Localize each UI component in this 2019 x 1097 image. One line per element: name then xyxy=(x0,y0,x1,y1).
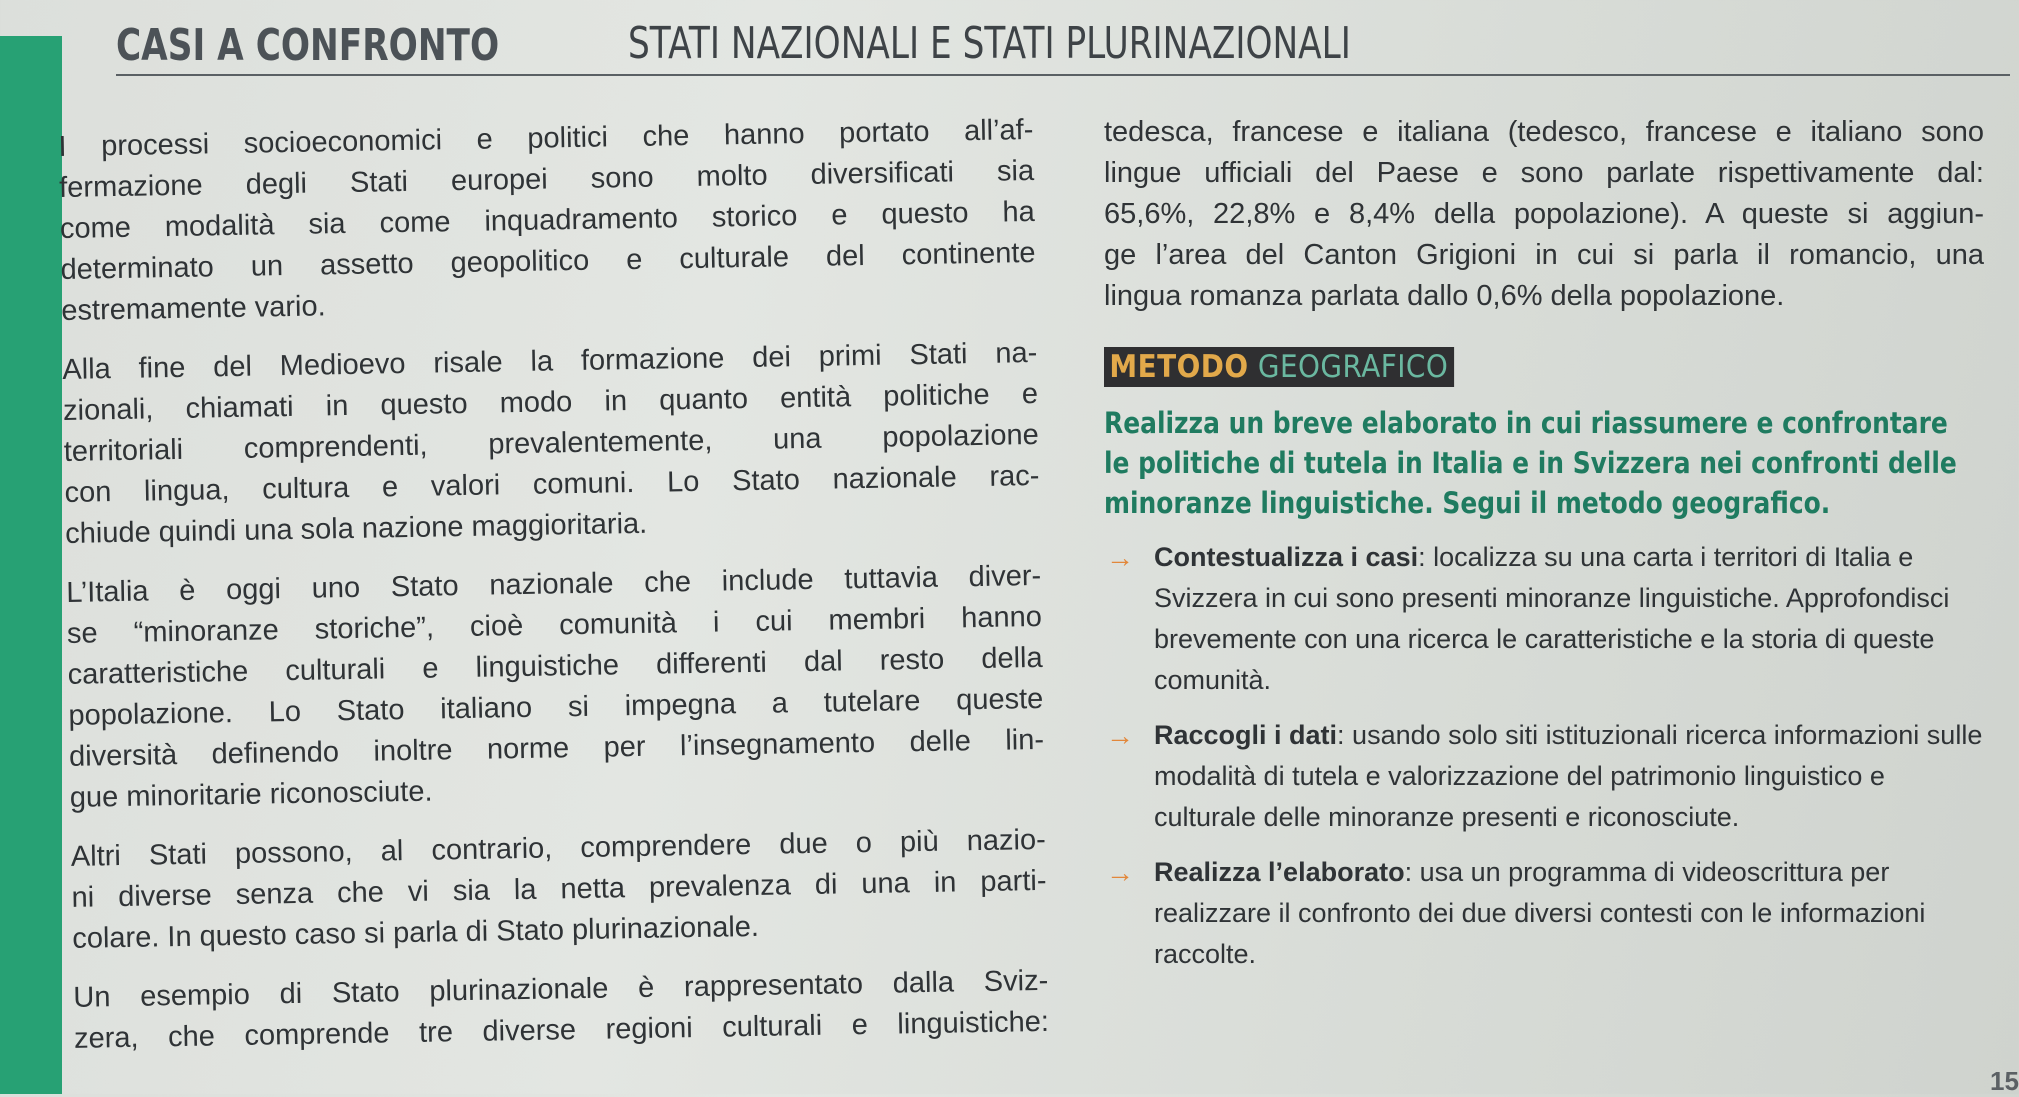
step-text: : usa un programma di videoscrittura per realizzare il confronto dei due diversi contesti con le informazioni raccolte. xyxy=(1154,857,1926,969)
step-text: : usando solo siti istituzionali ricerca informazioni sulle modalità di tutela e valorizzazione del patrimonio linguistico e culturale delle minoranze presenti e riconosciute. xyxy=(1154,720,1983,832)
green-side-bar xyxy=(0,36,62,1094)
method-task: Realizza un breve elaborato in cui riassumere e confrontare le politiche di tutela in Italia e in Svizzera nei confronti delle minoranze linguistiche. Segui il metodo geografico. xyxy=(1104,406,1957,520)
page-title: STATI NAZIONALI E STATI PLURINAZIONALI xyxy=(628,18,1351,69)
method-badge xyxy=(1104,347,1454,387)
paragraph-svizzera: Un esempio di Stato plurinazionale è rappresentato dalla Sviz- zera, che comprende tre diverse regioni culturali e linguistiche: xyxy=(73,964,1050,1055)
paragraph-intro: I processi socioeconomici e politici che hanno portato all’af- fermazione degli Stati europei sono molto diversificati sia come modalità sia come inquadramento storico e questo ha determinato un assetto geopolitico e culturale del continente estremamente vario. xyxy=(58,113,1036,327)
method-badge-label: METODO xyxy=(1109,349,1249,385)
section-label: CASI A CONFRONTO xyxy=(116,20,500,71)
left-column xyxy=(58,110,1049,1078)
header-divider xyxy=(116,74,2010,76)
paragraph-italia: L’Italia è oggi uno Stato nazionale che include tuttavia diver- se “minoranze storiche”, cioè comunità i cui membri hanno caratteristiche culturali e linguistiche differenti dal resto della popolazione. Lo Stato italiano si impegna a tutelare queste diversità definendo inoltre norme per l’insegnamento delle lin- gue minoritarie riconosciute. xyxy=(66,559,1045,814)
method-badge-label-2: GEOGRAFICO xyxy=(1257,349,1449,385)
page-number: 15 xyxy=(1990,1066,2019,1096)
step-raccogli xyxy=(1104,715,1984,838)
method-steps xyxy=(1104,537,1984,975)
paragraph-svizzera-continued: tedesca, francese e italiana (tedesco, francese e italiano sono lingue ufficiali del Paese e sono parlate rispettivamente dal: 65,6%, 22,8% e 8,4% della popolazione). A queste si aggiun- ge l’area del Canton Grigioni in cui si parla il romancio, una lingua romanza parlata dallo 0,6% della popolazione. xyxy=(1104,116,1984,312)
paragraph-stati-nazionali: Alla fine del Medioevo risale la formazione dei primi Stati na- zionali, chiamati in questo modo in quanto entità politiche e territoriali comprendenti, prevalentemente, una popolazione con lingua, cultura e valori comuni. Lo Stato nazionale rac- chiude quindi una sola nazione maggioritaria. xyxy=(62,336,1040,550)
arrow-right-icon: → xyxy=(1106,720,1134,751)
arrow-right-icon: → xyxy=(1106,542,1134,573)
step-title: Raccogli i dati xyxy=(1154,720,1338,750)
step-title: Realizza l’elaborato xyxy=(1154,857,1405,887)
step-contestualizza xyxy=(1104,537,1984,701)
step-text: : localizza su una carta i territori di Italia e Svizzera in cui sono presenti minoranze linguistiche. Approfondisci brevemente con una ricerca le caratteristiche e la storia di queste comunità. xyxy=(1154,542,1950,695)
step-title: Contestualizza i casi xyxy=(1154,542,1419,572)
arrow-right-icon: → xyxy=(1106,857,1134,888)
right-column xyxy=(1104,112,1984,989)
step-realizza xyxy=(1104,852,1984,975)
paragraph-plurinazionali: Altri Stati possono, al contrario, comprendere due o più nazio- ni diverse senza che vi sia la netta prevalenza di una in parti- colare. In questo caso si parla di Stato plurinazionale. xyxy=(70,823,1047,955)
section-header xyxy=(116,14,2006,74)
